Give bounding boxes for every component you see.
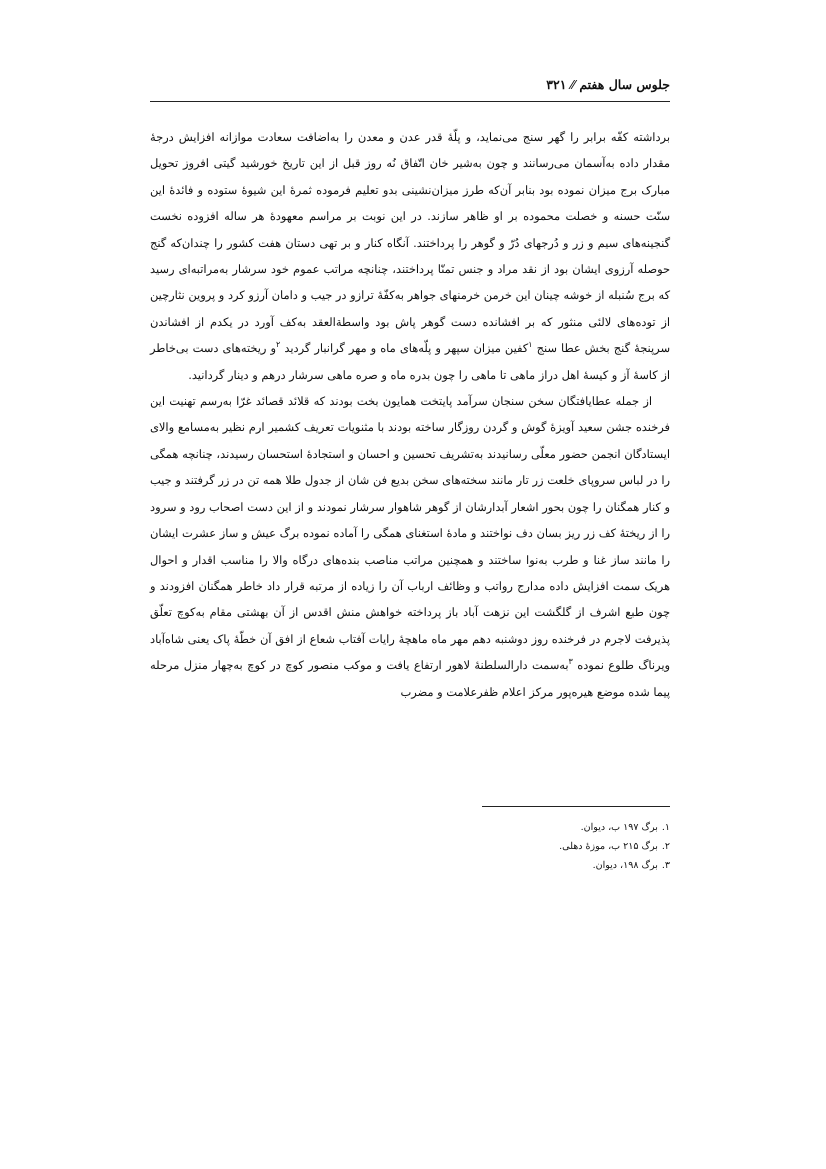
footnote-text: برگ ۲۱۵ ب، موزهٔ دهلی. bbox=[559, 841, 658, 852]
footnote-number: ۱. bbox=[661, 822, 670, 833]
paragraph-2-part-b: به‌سمت دارالسلطنهٔ لاهور ارتفاع یافت و موکب منصور کوچ در کوچ به‌چهار منزل مرحله پیما شده موضع هیره‌پور مرکز اعلام ظفرعلامت و مضرب bbox=[150, 658, 670, 699]
paragraph-2 bbox=[150, 388, 670, 705]
footnote-item bbox=[150, 837, 670, 856]
footnotes-list bbox=[150, 818, 670, 875]
footnote-number: ۳. bbox=[661, 860, 670, 871]
footnote-rule bbox=[482, 806, 670, 807]
footnote-item bbox=[150, 856, 670, 875]
paragraph-1-part-b: کفین میزان سپهر و پلّه‌های ماه و مهر گرانبار گردید bbox=[284, 341, 529, 356]
footnote-text: برگ ۱۹۷ ب، دیوان. bbox=[580, 822, 658, 833]
footnote-item bbox=[150, 818, 670, 837]
running-title: جلوس سال هفتم ⁄⁄ ۳۲۱ bbox=[546, 77, 670, 92]
footnote-marker-1: ۱ bbox=[528, 340, 533, 350]
paragraph-1-part-c: و ریخته‌های دست بی‌خاطر از کاسهٔ آز و کیسهٔ اهل دراز ماهی تا ماهی را چون بدره ماه و صره ماهی سرشار درهم و دینار گردانید. bbox=[150, 341, 670, 382]
body-text bbox=[150, 124, 670, 705]
footnote-marker-2: ۲ bbox=[276, 340, 281, 350]
footnote-marker-3: ۳ bbox=[568, 657, 573, 667]
footnote-text: برگ ۱۹۸، دیوان. bbox=[592, 860, 658, 871]
paragraph-2-part-a: از جمله عطایافتگان سخن سنجان سرآمد پایتخت همایون بخت بودند که قلائد قصائد غرّا به‌رسم تهنیت این فرخنده جشن سعید آویزهٔ گوش و گردن روزگار ساخته بودند با مثنویات تعریف کشمیر ارم نظیر به‌مسامع والای ایستادگان انجمن حضور معلّی رسانیدند به‌تشریف تحسین و احسان و استجادهٔ استحسان رسیدند، چنانچه همگی را در لباس سروپای خلعت زر تار مانند سخته‌های سخن بدیع فن شان از جدول طلا همه تن در زر گرفتند و جیب و کنار همگنان را چون بحور اشعار آبدارشان از گوهر شاهوار سرشار نمودند و از این دست اصحاب رود و سرود را از ریختهٔ کف زر ریز بسان دف نواختند و مادهٔ استغنای همگی را آماده نموده برگ عیش و ساز عشرت ایشان را مانند ساز غنا و طرب به‌نوا ساختند و همچنین مراتب مناصب بنده‌های درگاه والا را مناسب اقدار و احوال هریک سمت افزایش داده مدارج رواتب و وظائف ارباب آن را زیاده از مرتبه قرار داد خاطر همگنان افزودند و چون طبع اشرف از گلگشت این نزهت آباد باز پرداخته خواهش منش اقدس از آن بهشتی مقام به‌کوچ تعلّق پذیرفت لاجرم در فرخنده روز دوشنبه دهم مهر ماه ماهچهٔ رایات آفتاب شعاع از افق آن خطّهٔ پاک یعنی شاه‌آباد ویرناگ طلوع نموده bbox=[150, 394, 670, 673]
header-rule bbox=[150, 101, 670, 102]
running-header bbox=[150, 76, 670, 94]
paragraph-1 bbox=[150, 124, 670, 388]
footnote-number: ۲. bbox=[661, 841, 670, 852]
paragraph-1-part-a: برداشته کفّه برابر را گهر سنج می‌نماید، و پلّهٔ قدر عدن و معدن را به‌اضافت سعادت موازانه افزایش درجهٔ مقدار داده به‌آسمان می‌رسانند و چون به‌شیر خان اتّفاق نُه روز قبل از این تاریخ خورشید گیتی افروز تحویل مبارک برج میزان نموده بود بنابر آن‌که طرز میزان‌نشینی بدو تعلیم فرموده ثمرهٔ این شیوهٔ ستوده و فائدهٔ این سنّت حسنه و خصلت محموده بر او ظاهر سازند. در این نوبت بر مراسم معهودهٔ هر ساله افزوده نخست گنجینه‌های سیم و زر و دُرجهای دُرّ و گوهر را پرداختند. آنگاه کنار و بر تهی دستان هفت کشور را چندان‌که گنج حوصله آرزوی ایشان بود از نقد مراد و جنس تمنّا پرداختند، چنانچه مراتب عموم خود سرشار به‌مراتبه‌ای رسید که برج سُنبله از خوشه چینان این خرمن خرمنهای جواهر به‌کفّهٔ ترازو در جیب و دامان آرزو کرد و پروین نثارچین از توده‌های لالئی منثور که بر افشانده دست گوهر پاش بود واسطةالعقد به‌کف آورد در یکدم از افشاندن سرپنجهٔ گنج بخش عطا سنج bbox=[150, 130, 670, 356]
